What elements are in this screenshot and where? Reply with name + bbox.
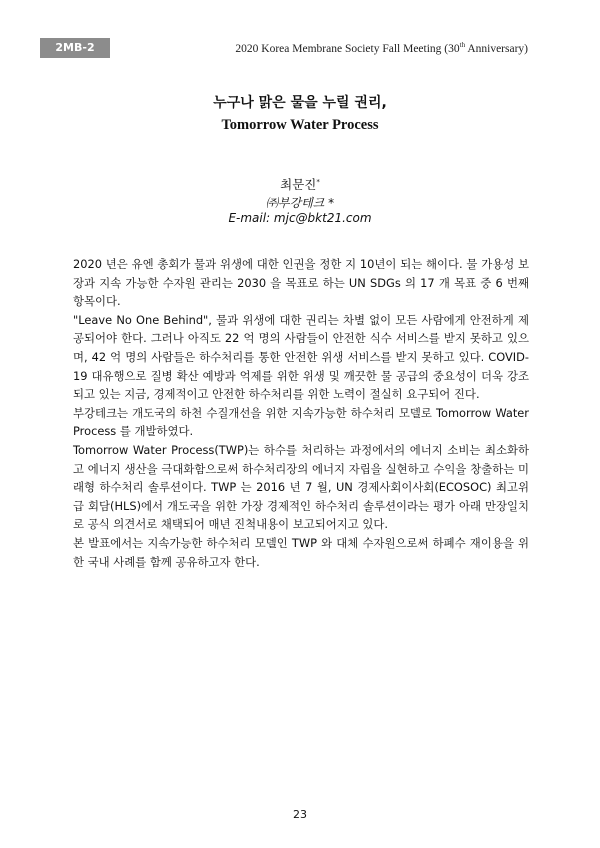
- title-korean: 누구나 맑은 물을 누릴 권리,: [213, 95, 387, 111]
- author-mark: *: [316, 177, 320, 186]
- author-affiliation: ㈜부강테크 *: [265, 196, 335, 210]
- paragraph-4: Tomorrow Water Process(TWP)는 하수를 처리하는 과정에서의 에너지 소비는 최소화하고 에너지 생산을 극대화함으로써 하수처리장의 에너지 자립을 실현하고 수익을 창출하는 미래형 하수처리 솔루션이다. TWP 는 2016 년 7 월, UN 경제사회이사회(ECOSOC) 최고위급 회담(HLS)에서 개도국을 위한 가장 경제적인 하수처리 솔루션이라는 평가 아래 만장일치로 공식 의견서로 채택되어 매년 진척내용이 보고되어지고 있다.: [73, 442, 529, 532]
- conference-name: 2020 Korea Membrane Society Fall Meeting (30: [235, 42, 460, 55]
- paragraph-3: 부강테크는 개도국의 하천 수질개선을 위한 지속가능한 하수처리 모델로 Tomorrow Water Process 를 개발하였다.: [73, 405, 529, 439]
- conference-header: [235, 41, 528, 55]
- session-badge: 2MB-2: [40, 38, 110, 58]
- paragraph-2: "Leave No One Behind", 물과 위생에 대한 권리는 차별 없이 모든 사람에게 안전하게 제공되어야 한다. 그러나 아직도 22 억 명의 사람들이 안전한 식수 서비스를 받지 못하고 있으며, 42 억 명의 사람들은 하수처리를 통한 안전한 위생 서비스를 받지 못하고 있다. COVID-19 대유행으로 질병 확산 예방과 억제를 위한 위생 및 깨끗한 물 공급의 중요성이 더욱 강조되고 있는 지금, 경제적이고 안전한 하수처리를 위한 노력이 절실히 요구되어 진다.: [73, 312, 529, 402]
- author-name: 최문진: [280, 177, 317, 192]
- paragraph-5: 본 발표에서는 지속가능한 하수처리 모델인 TWP 와 대체 수자원으로써 하폐수 재이용을 위한 국내 사례를 함께 공유하고자 한다.: [73, 535, 529, 569]
- conference-ordinal-suffix: th: [459, 41, 466, 49]
- abstract-body: [73, 255, 529, 571]
- page-number: 23: [293, 808, 307, 821]
- paragraph-1: 2020 년은 유엔 총회가 물과 위생에 대한 인권을 정한 지 10년이 되는 해이다. 물 가용성 보장과 지속 가능한 수자원 관리는 2030 을 목표로 하는 UN SDGs 의 17 개 목표 중 6 번째 항목이다.: [73, 257, 529, 309]
- conference-anniversary: Anniversary): [465, 42, 528, 55]
- author: [0, 175, 600, 193]
- author-email: E-mail: mjc@bkt21.com: [228, 211, 372, 225]
- title-english: Tomorrow Water Process: [221, 117, 379, 133]
